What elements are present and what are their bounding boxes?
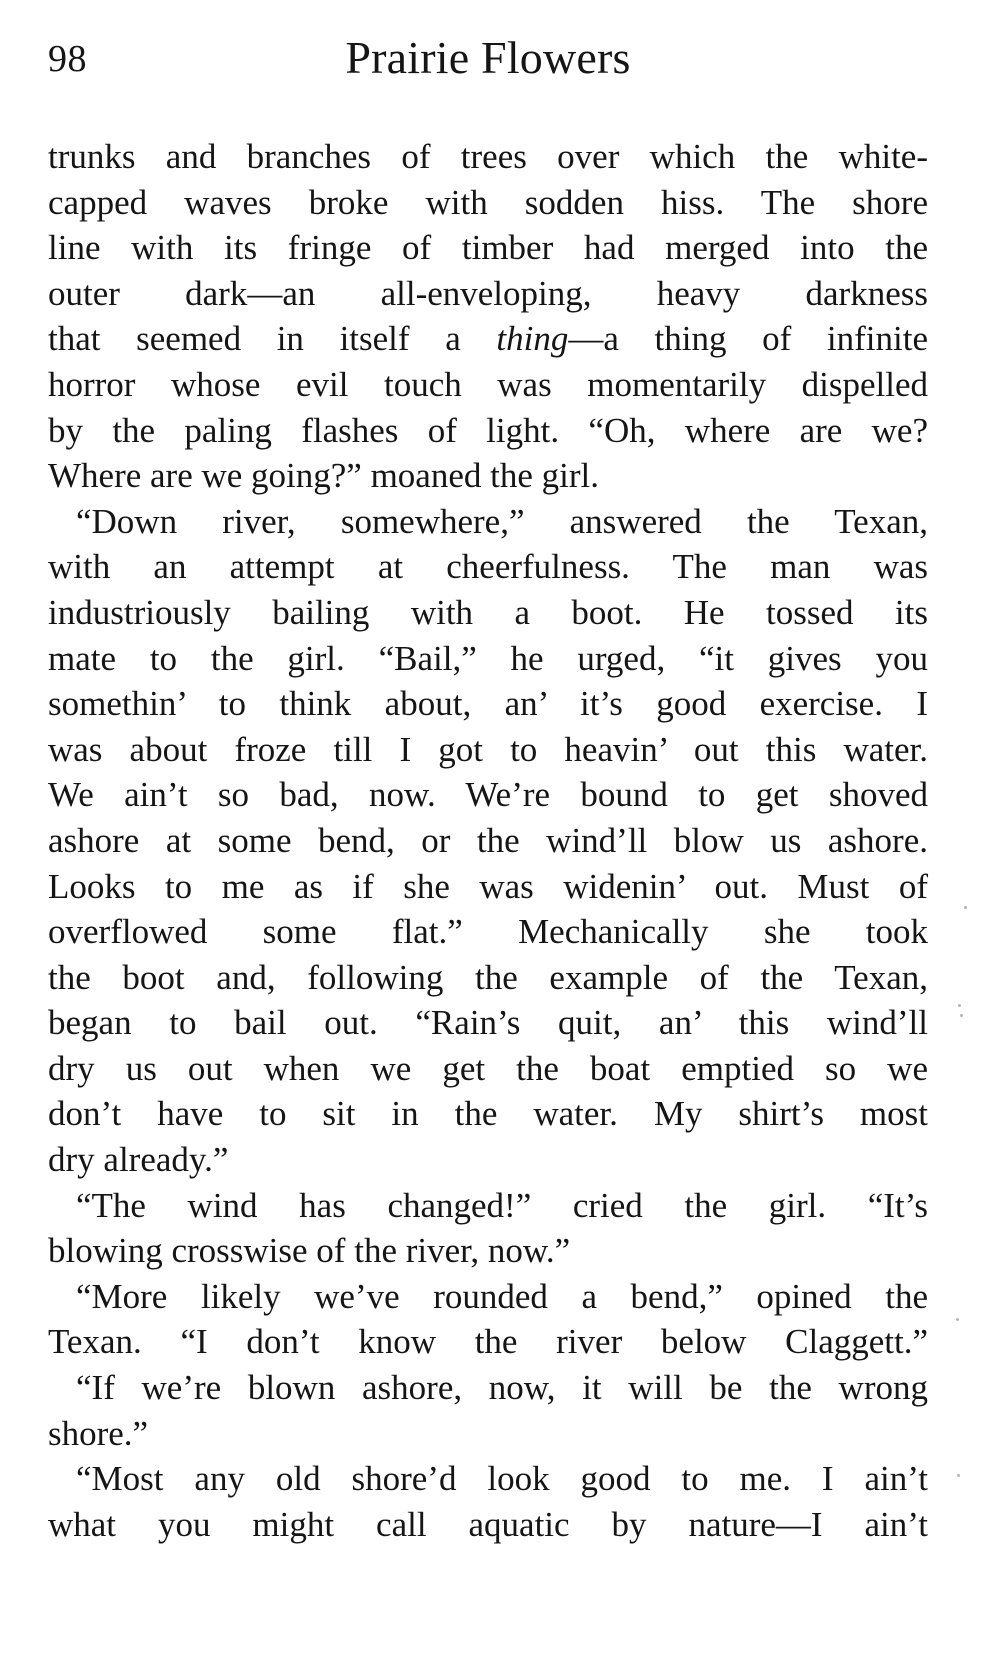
paragraph-start-line: “Most any old shore’d look good to me. I ain’t xyxy=(76,1459,928,1499)
scan-speck xyxy=(960,1014,963,1017)
text-line: somethin’ to think about, an’ it’s good exercise. I xyxy=(48,684,928,724)
text-line: what you might call aquatic by nature—I ain’t xyxy=(48,1504,928,1544)
text-line: with an attempt at cheerfulness. The man was xyxy=(48,547,928,587)
text-line-with-italic xyxy=(48,316,928,362)
text-line: We ain’t so bad, now. We’re bound to get shoved xyxy=(48,775,928,815)
text-line: dry us out when we get the boat emptied so we xyxy=(48,1048,928,1088)
paragraph-end-line: shore.” xyxy=(48,1413,149,1453)
paragraph-end-line: dry already.” xyxy=(48,1140,229,1180)
text-line: trunks and branches of trees over which the white- xyxy=(48,137,928,176)
text-line: horror whose evil touch was momentarily dispelled xyxy=(48,364,928,404)
text-line: was about froze till I got to heavin’ out this water. xyxy=(48,729,928,769)
text-line: line with its fringe of timber had merged into the xyxy=(48,228,928,268)
paragraph-start-line: “Down river, somewhere,” answered the Texan, xyxy=(76,501,928,541)
scan-speck xyxy=(958,1004,961,1007)
text-line: don’t have to sit in the water. My shirt’s most xyxy=(48,1094,928,1134)
text-line: capped waves broke with sodden hiss. The shore xyxy=(48,182,928,222)
text-line: by the paling flashes of light. “Oh, where are we? xyxy=(48,410,928,450)
text-line: ashore at some bend, or the wind’ll blow us ashore. xyxy=(48,820,928,860)
text-segment: that seemed in itself a xyxy=(48,319,497,359)
text-line: Looks to me as if she was widenin’ out. Must of xyxy=(48,866,928,906)
scan-speck xyxy=(964,906,967,909)
paragraph-start-line: “More likely we’ve rounded a bend,” opined the xyxy=(76,1276,928,1316)
text-line: industriously bailing with a boot. He tossed its xyxy=(48,592,928,632)
text-line: outer dark—an all-enveloping, heavy darkness xyxy=(48,273,928,313)
page-header xyxy=(48,28,928,98)
text-segment: —a thing of infinite xyxy=(568,319,928,359)
body-text xyxy=(48,134,928,1547)
paragraph-end-line: blowing crosswise of the river, now.” xyxy=(48,1231,571,1271)
running-title: Prairie Flowers xyxy=(345,32,631,83)
paragraph-end-line: Where are we going?” moaned the girl. xyxy=(48,456,599,496)
text-line: Texan. “I don’t know the river below Claggett.” xyxy=(48,1322,928,1362)
text-line: mate to the girl. “Bail,” he urged, “it gives you xyxy=(48,638,928,678)
text-line: began to bail out. “Rain’s quit, an’ this wind’ll xyxy=(48,1003,928,1043)
text-line: overflowed some flat.” Mechanically she took xyxy=(48,912,928,952)
paragraph-start-line: “The wind has changed!” cried the girl. “It’s xyxy=(76,1185,928,1225)
page-number: 98 xyxy=(48,38,87,80)
paragraph-start-line: “If we’re blown ashore, now, it will be the wrong xyxy=(76,1368,928,1408)
scan-speck xyxy=(956,1318,959,1321)
scan-speck xyxy=(957,1474,960,1477)
italic-word: thing xyxy=(496,319,569,359)
text-line: the boot and, following the example of the Texan, xyxy=(48,957,928,997)
